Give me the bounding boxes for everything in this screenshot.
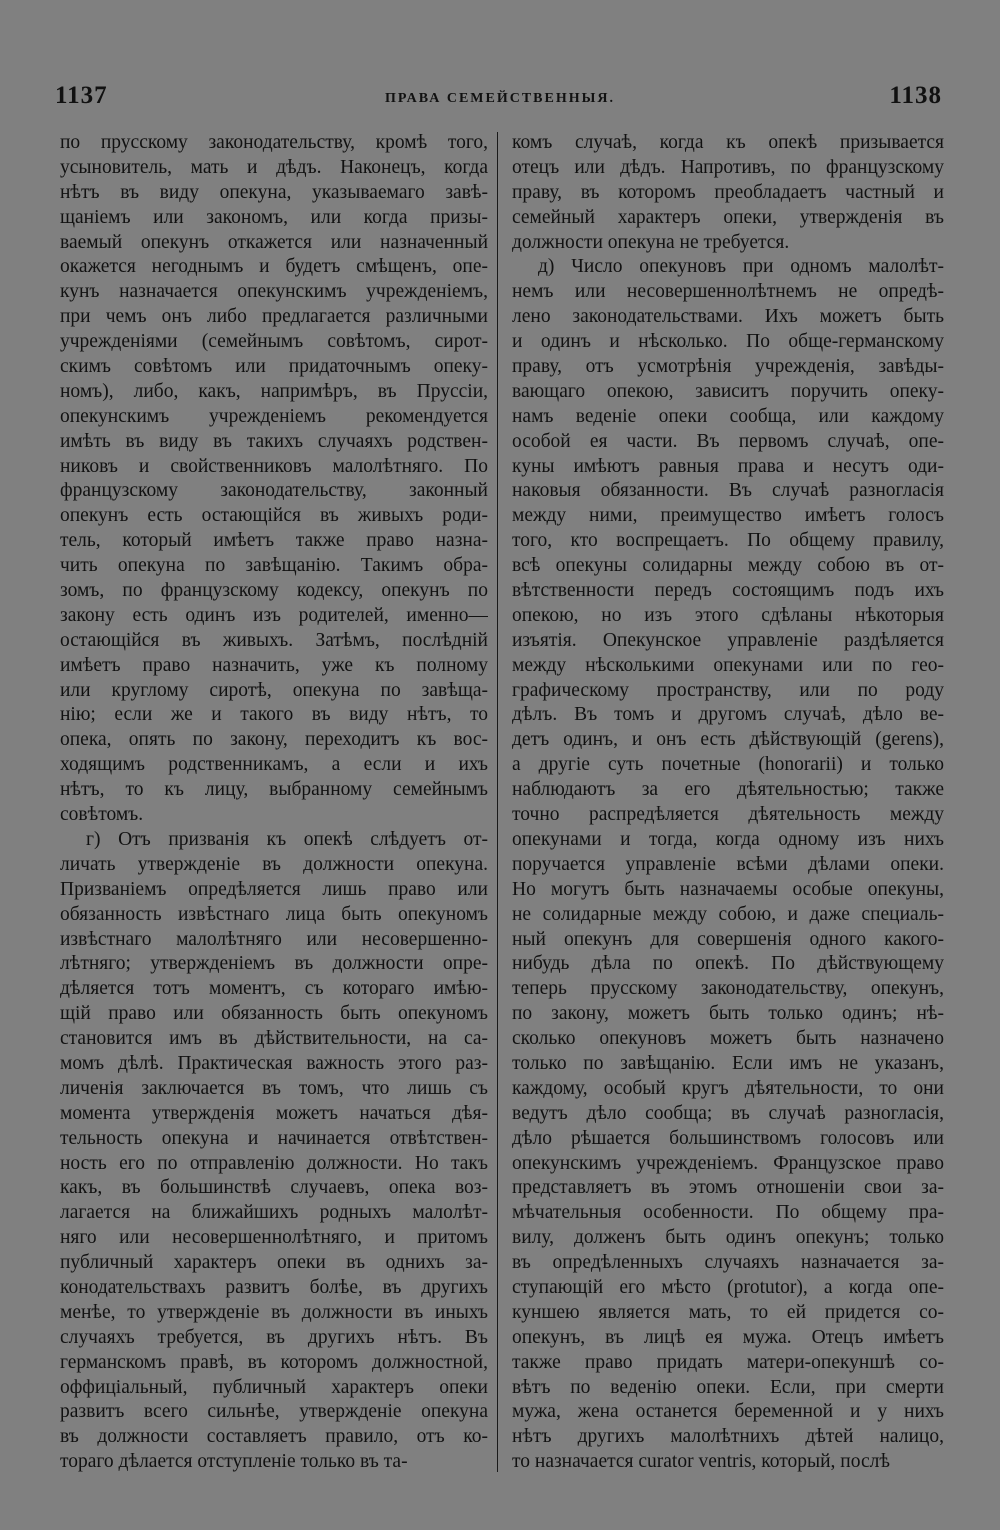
text-line: наковыя обязанности. Въ случаѣ разногласія <box>512 480 944 502</box>
text-line: также право придать матери-опекуншѣ со- <box>512 1351 944 1373</box>
text-line: германскомъ правѣ, въ которомъ должностной, <box>60 1351 488 1373</box>
text-line: теперь прусскому законодательству, опекунъ, <box>512 978 944 1000</box>
text-line: немъ или несовершеннолѣтнемъ не опредѣ- <box>512 281 944 303</box>
text-line: мѣчательныя особенности. По общему пра- <box>512 1202 944 1224</box>
text-line: щій право или обязанность быть опекуномъ <box>60 1003 488 1025</box>
text-line: куншею является мать, то ей придется со- <box>512 1301 944 1323</box>
text-line: опекунъ, въ лицѣ ея мужа. Отецъ имѣетъ <box>512 1326 944 1348</box>
text-line: по прусскому законодательству, кромѣ того, <box>60 132 488 153</box>
text-line: какъ, въ большинствѣ случаевъ, опека воз- <box>60 1177 488 1199</box>
page-header <box>0 82 1000 112</box>
text-line: опека, опять по закону, переходитъ къ вос- <box>60 729 488 751</box>
text-line: закону есть одинъ изъ родителей, именно— <box>60 604 488 626</box>
text-line: или круглому сиротѣ, опекуна по завѣща- <box>60 679 488 701</box>
text-line: учрежденіями (семейнымъ совѣтомъ, сирот- <box>60 331 488 353</box>
text-line: личенія заключается въ томъ, что лишь съ <box>60 1077 488 1099</box>
text-line: нѣтъ, то къ лицу, выбранному семейнымъ <box>60 779 488 801</box>
text-line: никовъ и свойственниковъ малолѣтняго. По <box>60 455 488 477</box>
text-line: дѣляется тотъ моментъ, съ котораго имѣю- <box>60 978 488 1000</box>
text-line: лагается на ближайшихъ родныхъ малолѣт- <box>60 1202 488 1224</box>
text-line: чить опекуна по завѣщанію. Такимъ обра- <box>60 555 488 577</box>
text-line: поручается управленіе всѣми дѣлами опеки. <box>512 853 944 875</box>
text-line: праву, въ которомъ преобладаетъ частный и <box>512 181 944 203</box>
text-line: опекою, но изъ этого сдѣланы нѣкоторыя <box>512 604 944 626</box>
text-line: Призваніемъ опредѣляется лишь право или <box>60 878 488 900</box>
text-line: нію; если же и такого въ виду нѣтъ, то <box>60 704 488 726</box>
text-line: того, кто воспрещаетъ. По общему правилу, <box>512 530 944 552</box>
text-line: личать утвержденіе въ должности опекуна. <box>60 853 488 875</box>
text-line: д) Число опекуновъ при одномъ малолѣт- <box>538 256 944 278</box>
text-line: случаяхъ требуется, въ другихъ нѣтъ. Въ <box>60 1326 488 1348</box>
text-line: ходящимъ родственникамъ, а если и ихъ <box>60 754 488 776</box>
text-line: г) Отъ призванія къ опекѣ слѣдуетъ от- <box>86 828 488 850</box>
text-line: обязанность извѣстнаго лица быть опекуномъ <box>60 903 488 925</box>
text-line: каждому, особый кругъ дѣятельности, то они <box>512 1077 944 1099</box>
text-line: ный опекунъ для совершенія одного какого- <box>512 928 944 950</box>
text-line: момъ дѣлѣ. Практическая важность этого раз- <box>60 1052 488 1074</box>
text-line: графическому пространству, или по роду <box>512 679 944 701</box>
text-line: мужа, жена останется беременной и у нихъ <box>512 1401 944 1423</box>
text-line: комъ случаѣ, когда къ опекѣ призывается <box>512 132 944 153</box>
text-line: представляетъ въ этомъ отношеніи свои за- <box>512 1177 944 1199</box>
column-divider <box>497 132 498 1472</box>
text-line: скимъ совѣтомъ или придаточнымъ опеку- <box>60 356 488 378</box>
text-line: зомъ, по французскому кодексу, опекунъ по <box>60 580 488 602</box>
text-line: должности опекуна не требуется. <box>512 231 790 253</box>
text-line: номъ), либо, какъ, напримѣръ, въ Пруссіи, <box>60 380 488 402</box>
text-line: только по завѣщанію. Если имъ не указанъ, <box>512 1052 944 1074</box>
text-line: между нѣсколькими опекунами или по гео- <box>512 654 944 676</box>
text-line: имѣетъ право назначить, уже къ полному <box>60 654 488 676</box>
text-line: совѣтомъ. <box>60 804 144 826</box>
text-line: щаніемъ или закономъ, или когда призы- <box>60 206 488 228</box>
text-line: изъятія. Опекунское управленіе раздѣляется <box>512 629 944 651</box>
running-title: ПРАВА СЕМЕЙСТВЕННЫЯ. <box>385 91 615 106</box>
text-line: точно распредѣляется дѣятельность между <box>512 804 944 826</box>
text-line: нибудь дѣла по опекѣ. По дѣйствующему <box>512 953 944 975</box>
text-line: менѣе, то утвержденіе въ должности въ иныхъ <box>60 1301 488 1323</box>
text-line: тель, который имѣетъ также право назна- <box>60 530 488 552</box>
text-line: въ должности составляетъ правило, отъ ко- <box>60 1426 488 1448</box>
text-line: оффиціальный, публичный характеръ опеки <box>60 1376 488 1398</box>
text-line: ваемый опекунъ откажется или назначенный <box>60 231 488 253</box>
text-line: вилу, долженъ быть одинъ опекунъ; только <box>512 1227 944 1249</box>
text-line: въ опредѣленныхъ случаяхъ назначается за- <box>512 1252 944 1274</box>
text-line: вѣтственности передъ состоящимъ подъ ихъ <box>512 580 944 602</box>
text-line: намъ веденіе опеки сообща, или каждому <box>512 405 944 427</box>
page-number-right: 1138 <box>889 82 942 109</box>
text-line: опекунами и тогда, когда одному изъ нихъ <box>512 828 944 850</box>
text-line: тельность опекуна и начинается отвѣтствен- <box>60 1127 488 1149</box>
text-line: извѣстнаго малолѣтняго или несовершенно- <box>60 928 488 950</box>
text-line: семейный характеръ опеки, утвержденія въ <box>512 206 944 228</box>
text-line: конодательствахъ развитъ болѣе, въ другихъ <box>60 1276 488 1298</box>
text-line: французскому законодательству, законный <box>60 480 488 502</box>
text-line: праву, отъ усмотрѣнія учрежденія, завѣды- <box>512 356 944 378</box>
text-line: публичный характеръ опеки въ однихъ за- <box>60 1252 488 1274</box>
text-line: тораго дѣлается отступленіе только въ та- <box>60 1451 408 1473</box>
text-line: дѣлъ. Въ томъ и другомъ случаѣ, дѣло ве- <box>512 704 944 726</box>
text-line: и одинъ и нѣсколько. По обще-германскому <box>512 331 944 353</box>
text-line: сколько опекуновъ можетъ быть назначено <box>512 1028 944 1050</box>
text-line: окажется негоднымъ и будетъ смѣщенъ, опе- <box>60 256 488 278</box>
text-line: лено законодательствами. Ихъ можетъ быть <box>512 306 944 328</box>
text-line: отецъ или дѣдъ. Напротивъ, по французскому <box>512 156 944 178</box>
text-line: имѣть въ виду въ такихъ случаяхъ родствен- <box>60 430 488 452</box>
text-line: не солидарные между собою, и даже специаль- <box>512 903 944 925</box>
text-line: ведутъ дѣло сообща; въ случаѣ разногласія, <box>512 1102 944 1124</box>
text-line: по закону, можетъ быть только одинъ; нѣ- <box>512 1003 944 1025</box>
text-line: остающійся въ живыхъ. Затѣмъ, послѣдній <box>60 629 488 651</box>
text-line: ность его по отправленію должности. Но такъ <box>60 1152 488 1174</box>
text-line: куны имѣютъ равныя права и несутъ оди- <box>512 455 944 477</box>
text-line: становится имъ въ дѣйствительности, на са- <box>60 1028 488 1050</box>
text-line: детъ одинъ, и онъ есть дѣйствующій (gerens), <box>512 729 944 751</box>
text-line: момента утвержденія можетъ начаться дѣя- <box>60 1102 488 1124</box>
text-line: опекунскимъ учрежденіемъ. Французское право <box>512 1152 944 1174</box>
text-line: вающаго опекою, зависитъ поручить опеку- <box>512 380 944 402</box>
text-line: кунъ назначается опекунскимъ учрежденіемъ, <box>60 281 488 303</box>
text-line: опекунъ есть остающійся въ живыхъ роди- <box>60 505 488 527</box>
text-line: при чемъ онъ либо предлагается различными <box>60 306 488 328</box>
text-line: то назначается curator ventris, который, послѣ <box>512 1451 890 1473</box>
text-line: няго или несовершеннолѣтняго, и притомъ <box>60 1227 488 1249</box>
text-line: дѣло рѣшается большинствомъ голосовъ или <box>512 1127 944 1149</box>
text-line: Но могутъ быть назначаемы особые опекуны, <box>512 878 944 900</box>
text-line: опекунскимъ учрежденіемъ рекомендуется <box>60 405 488 427</box>
text-line: а другіе суть почетные (honorarii) и только <box>512 754 944 776</box>
text-line: наблюдаютъ за его дѣятельностью; также <box>512 779 944 801</box>
text-column-right <box>512 131 944 1476</box>
text-line: вѣтъ по веденію опеки. Если, при смерти <box>512 1376 944 1398</box>
text-line: развитъ всего сильнѣе, утвержденіе опекуна <box>60 1401 488 1423</box>
text-line: усыновитель, мать и дѣдъ. Наконецъ, когда <box>60 156 488 178</box>
text-line: особой ея части. Въ первомъ случаѣ, опе- <box>512 430 944 452</box>
text-line: нѣтъ другихъ малолѣтнихъ дѣтей налицо, <box>512 1426 944 1448</box>
text-line: лѣтняго; утвержденіемъ въ должности опре- <box>60 953 488 975</box>
page-number-left: 1137 <box>55 82 108 109</box>
text-column-left <box>60 131 488 1476</box>
text-line: ступающій его мѣсто (protutor), а когда опе- <box>512 1276 944 1298</box>
text-line: всѣ опекуны солидарны между собою въ от- <box>512 555 944 577</box>
text-line: нѣтъ въ виду опекуна, указываемаго завѣ- <box>60 181 488 203</box>
text-line: между ними, преимущество имѣетъ голосъ <box>512 505 944 527</box>
